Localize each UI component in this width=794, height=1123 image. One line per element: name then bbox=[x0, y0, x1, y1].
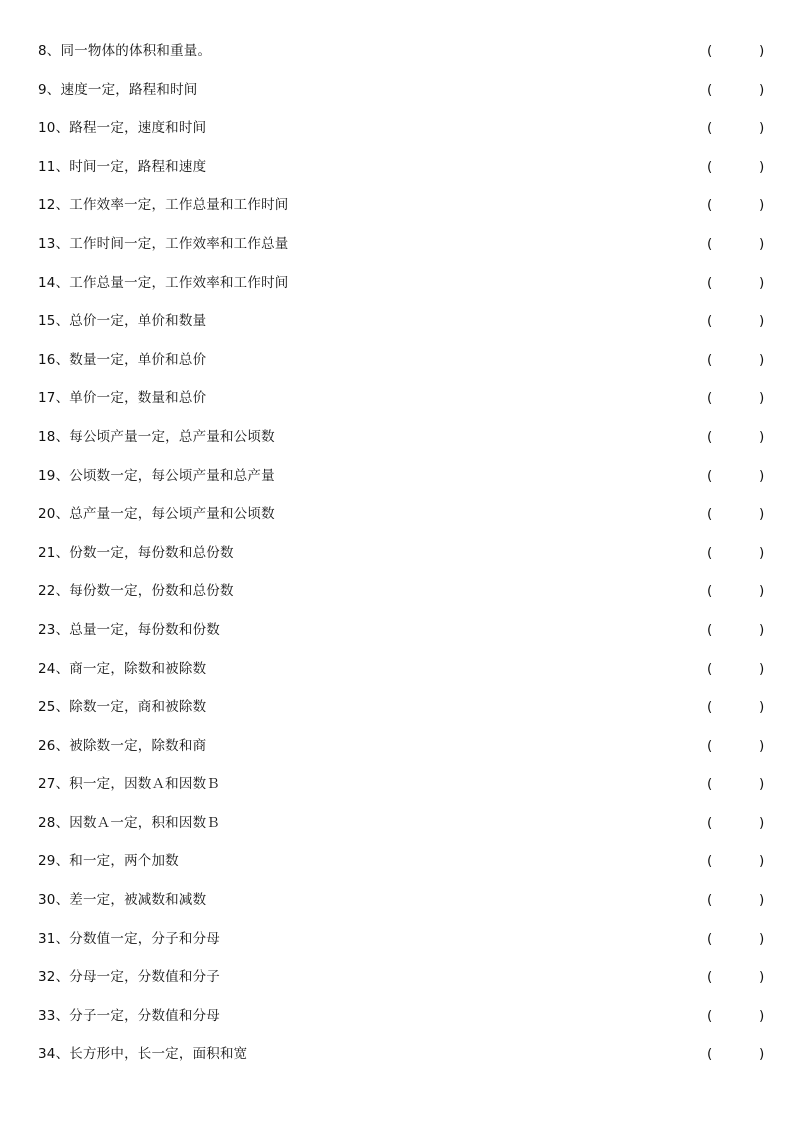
question-row bbox=[0, 804, 794, 843]
question-text: 25、除数一定，商和被除数 bbox=[38, 699, 207, 716]
answer-bracket-close: ) bbox=[759, 544, 765, 561]
answer-blank[interactable] bbox=[718, 581, 756, 601]
question-text: 9、速度一定，路程和时间 bbox=[38, 81, 198, 98]
answer-bracket-open: ( bbox=[707, 274, 713, 291]
answer-blank[interactable] bbox=[718, 350, 756, 370]
answer-bracket-close: ) bbox=[759, 737, 765, 754]
answer-bracket-open: ( bbox=[707, 969, 713, 986]
answer-blank[interactable] bbox=[718, 311, 756, 331]
question-row bbox=[0, 611, 794, 650]
answer-bracket-close: ) bbox=[759, 892, 765, 909]
answer-bracket-open: ( bbox=[707, 390, 713, 407]
answer-blank[interactable] bbox=[718, 427, 756, 447]
question-text: 32、分母一定，分数值和分子 bbox=[38, 969, 220, 986]
answer-bracket-open: ( bbox=[707, 43, 713, 59]
question-row bbox=[0, 997, 794, 1036]
answer-blank[interactable] bbox=[718, 273, 756, 293]
question-text: 26、被除数一定，除数和商 bbox=[38, 737, 207, 754]
answer-bracket-open: ( bbox=[707, 930, 713, 947]
answer-bracket-open: ( bbox=[707, 235, 713, 252]
question-text: 20、总产量一定，每公顷产量和公顷数 bbox=[38, 506, 275, 523]
answer-bracket-close: ) bbox=[759, 274, 765, 291]
question-text: 33、分子一定，分数值和分母 bbox=[38, 1007, 220, 1024]
answer-bracket-close: ) bbox=[759, 930, 765, 947]
answer-blank[interactable] bbox=[718, 543, 756, 563]
answer-blank[interactable] bbox=[718, 890, 756, 910]
answer-bracket-close: ) bbox=[759, 81, 765, 98]
answer-blank[interactable] bbox=[718, 659, 756, 679]
answer-bracket-open: ( bbox=[707, 351, 713, 368]
answer-bracket-open: ( bbox=[707, 120, 713, 137]
question-row bbox=[0, 457, 794, 496]
answer-bracket-open: ( bbox=[707, 506, 713, 523]
question-row bbox=[0, 341, 794, 380]
answer-bracket-open: ( bbox=[707, 814, 713, 831]
answer-blank[interactable] bbox=[718, 157, 756, 177]
question-row bbox=[0, 264, 794, 303]
question-row bbox=[0, 650, 794, 689]
answer-bracket-close: ) bbox=[759, 583, 765, 600]
question-row bbox=[0, 418, 794, 457]
answer-bracket-close: ) bbox=[759, 197, 765, 214]
answer-bracket-open: ( bbox=[707, 660, 713, 677]
answer-bracket-open: ( bbox=[707, 621, 713, 638]
question-row bbox=[0, 495, 794, 534]
answer-blank[interactable] bbox=[718, 1044, 756, 1064]
answer-bracket-close: ) bbox=[759, 120, 765, 137]
answer-blank[interactable] bbox=[718, 851, 756, 871]
answer-bracket-open: ( bbox=[707, 81, 713, 98]
question-row bbox=[0, 920, 794, 959]
question-text: 31、分数值一定，分子和分母 bbox=[38, 930, 220, 947]
question-text: 13、工作时间一定，工作效率和工作总量 bbox=[38, 235, 289, 252]
answer-blank[interactable] bbox=[718, 967, 756, 987]
question-text: 27、积一定，因数Ａ和因数Ｂ bbox=[38, 776, 220, 793]
question-text: 10、路程一定，速度和时间 bbox=[38, 120, 207, 137]
answer-bracket-close: ) bbox=[759, 313, 765, 330]
answer-bracket-open: ( bbox=[707, 892, 713, 909]
answer-blank[interactable] bbox=[718, 41, 756, 61]
answer-bracket-close: ) bbox=[759, 43, 765, 59]
question-row bbox=[0, 32, 794, 71]
question-text: 24、商一定，除数和被除数 bbox=[38, 660, 207, 677]
question-row bbox=[0, 572, 794, 611]
question-row bbox=[0, 302, 794, 341]
answer-blank[interactable] bbox=[718, 620, 756, 640]
question-row bbox=[0, 765, 794, 804]
question-text: 14、工作总量一定，工作效率和工作时间 bbox=[38, 274, 289, 291]
answer-bracket-close: ) bbox=[759, 1046, 765, 1063]
question-text: 18、每公顷产量一定，总产量和公顷数 bbox=[38, 428, 275, 445]
answer-bracket-close: ) bbox=[759, 158, 765, 175]
answer-bracket-open: ( bbox=[707, 1046, 713, 1063]
answer-bracket-close: ) bbox=[759, 351, 765, 368]
answer-blank[interactable] bbox=[718, 1006, 756, 1026]
answer-bracket-open: ( bbox=[707, 737, 713, 754]
question-text: 11、时间一定，路程和速度 bbox=[38, 158, 207, 175]
question-text: 22、每份数一定，份数和总份数 bbox=[38, 583, 234, 600]
answer-blank[interactable] bbox=[718, 813, 756, 833]
answer-bracket-open: ( bbox=[707, 699, 713, 716]
answer-bracket-open: ( bbox=[707, 197, 713, 214]
answer-blank[interactable] bbox=[718, 929, 756, 949]
answer-bracket-open: ( bbox=[707, 776, 713, 793]
answer-bracket-close: ) bbox=[759, 621, 765, 638]
question-text: 15、总价一定，单价和数量 bbox=[38, 313, 207, 330]
question-text: 34、长方形中，长一定，面积和宽 bbox=[38, 1046, 248, 1063]
answer-blank[interactable] bbox=[718, 80, 756, 100]
answer-blank[interactable] bbox=[718, 466, 756, 486]
question-row bbox=[0, 225, 794, 264]
answer-bracket-close: ) bbox=[759, 506, 765, 523]
answer-blank[interactable] bbox=[718, 388, 756, 408]
question-text: 21、份数一定，每份数和总份数 bbox=[38, 544, 234, 561]
answer-bracket-close: ) bbox=[759, 969, 765, 986]
question-text: 8、同一物体的体积和重量。 bbox=[38, 43, 212, 59]
question-row bbox=[0, 109, 794, 148]
question-text: 23、总量一定，每份数和份数 bbox=[38, 621, 220, 638]
question-row bbox=[0, 534, 794, 573]
answer-bracket-close: ) bbox=[759, 235, 765, 252]
answer-bracket-close: ) bbox=[759, 467, 765, 484]
question-row bbox=[0, 148, 794, 187]
answer-blank[interactable] bbox=[718, 234, 756, 254]
question-row bbox=[0, 186, 794, 225]
answer-blank[interactable] bbox=[718, 774, 756, 794]
question-text: 16、数量一定，单价和总价 bbox=[38, 351, 207, 368]
answer-blank[interactable] bbox=[718, 118, 756, 138]
answer-bracket-open: ( bbox=[707, 428, 713, 445]
question-row bbox=[0, 1035, 794, 1074]
answer-bracket-open: ( bbox=[707, 467, 713, 484]
answer-bracket-open: ( bbox=[707, 158, 713, 175]
answer-bracket-open: ( bbox=[707, 583, 713, 600]
question-row bbox=[0, 842, 794, 881]
answer-blank[interactable] bbox=[718, 697, 756, 717]
question-row bbox=[0, 71, 794, 110]
answer-bracket-close: ) bbox=[759, 814, 765, 831]
question-text: 28、因数Ａ一定，积和因数Ｂ bbox=[38, 814, 220, 831]
answer-blank[interactable] bbox=[718, 736, 756, 756]
answer-bracket-close: ) bbox=[759, 699, 765, 716]
question-text: 17、单价一定，数量和总价 bbox=[38, 390, 207, 407]
answer-bracket-close: ) bbox=[759, 776, 765, 793]
answer-bracket-close: ) bbox=[759, 390, 765, 407]
question-text: 29、和一定，两个加数 bbox=[38, 853, 179, 870]
answer-bracket-open: ( bbox=[707, 313, 713, 330]
answer-blank[interactable] bbox=[718, 195, 756, 215]
answer-bracket-close: ) bbox=[759, 428, 765, 445]
answer-bracket-close: ) bbox=[759, 853, 765, 870]
question-text: 12、工作效率一定，工作总量和工作时间 bbox=[38, 197, 289, 214]
question-text: 30、差一定，被减数和减数 bbox=[38, 892, 207, 909]
answer-bracket-close: ) bbox=[759, 1007, 765, 1024]
question-row bbox=[0, 379, 794, 418]
answer-blank[interactable] bbox=[718, 504, 756, 524]
question-text: 19、公顷数一定，每公顷产量和总产量 bbox=[38, 467, 275, 484]
question-list bbox=[0, 32, 794, 1074]
answer-bracket-open: ( bbox=[707, 853, 713, 870]
question-row bbox=[0, 688, 794, 727]
answer-bracket-open: ( bbox=[707, 544, 713, 561]
answer-bracket-open: ( bbox=[707, 1007, 713, 1024]
question-row bbox=[0, 958, 794, 997]
question-row bbox=[0, 881, 794, 920]
answer-bracket-close: ) bbox=[759, 660, 765, 677]
question-row bbox=[0, 727, 794, 766]
